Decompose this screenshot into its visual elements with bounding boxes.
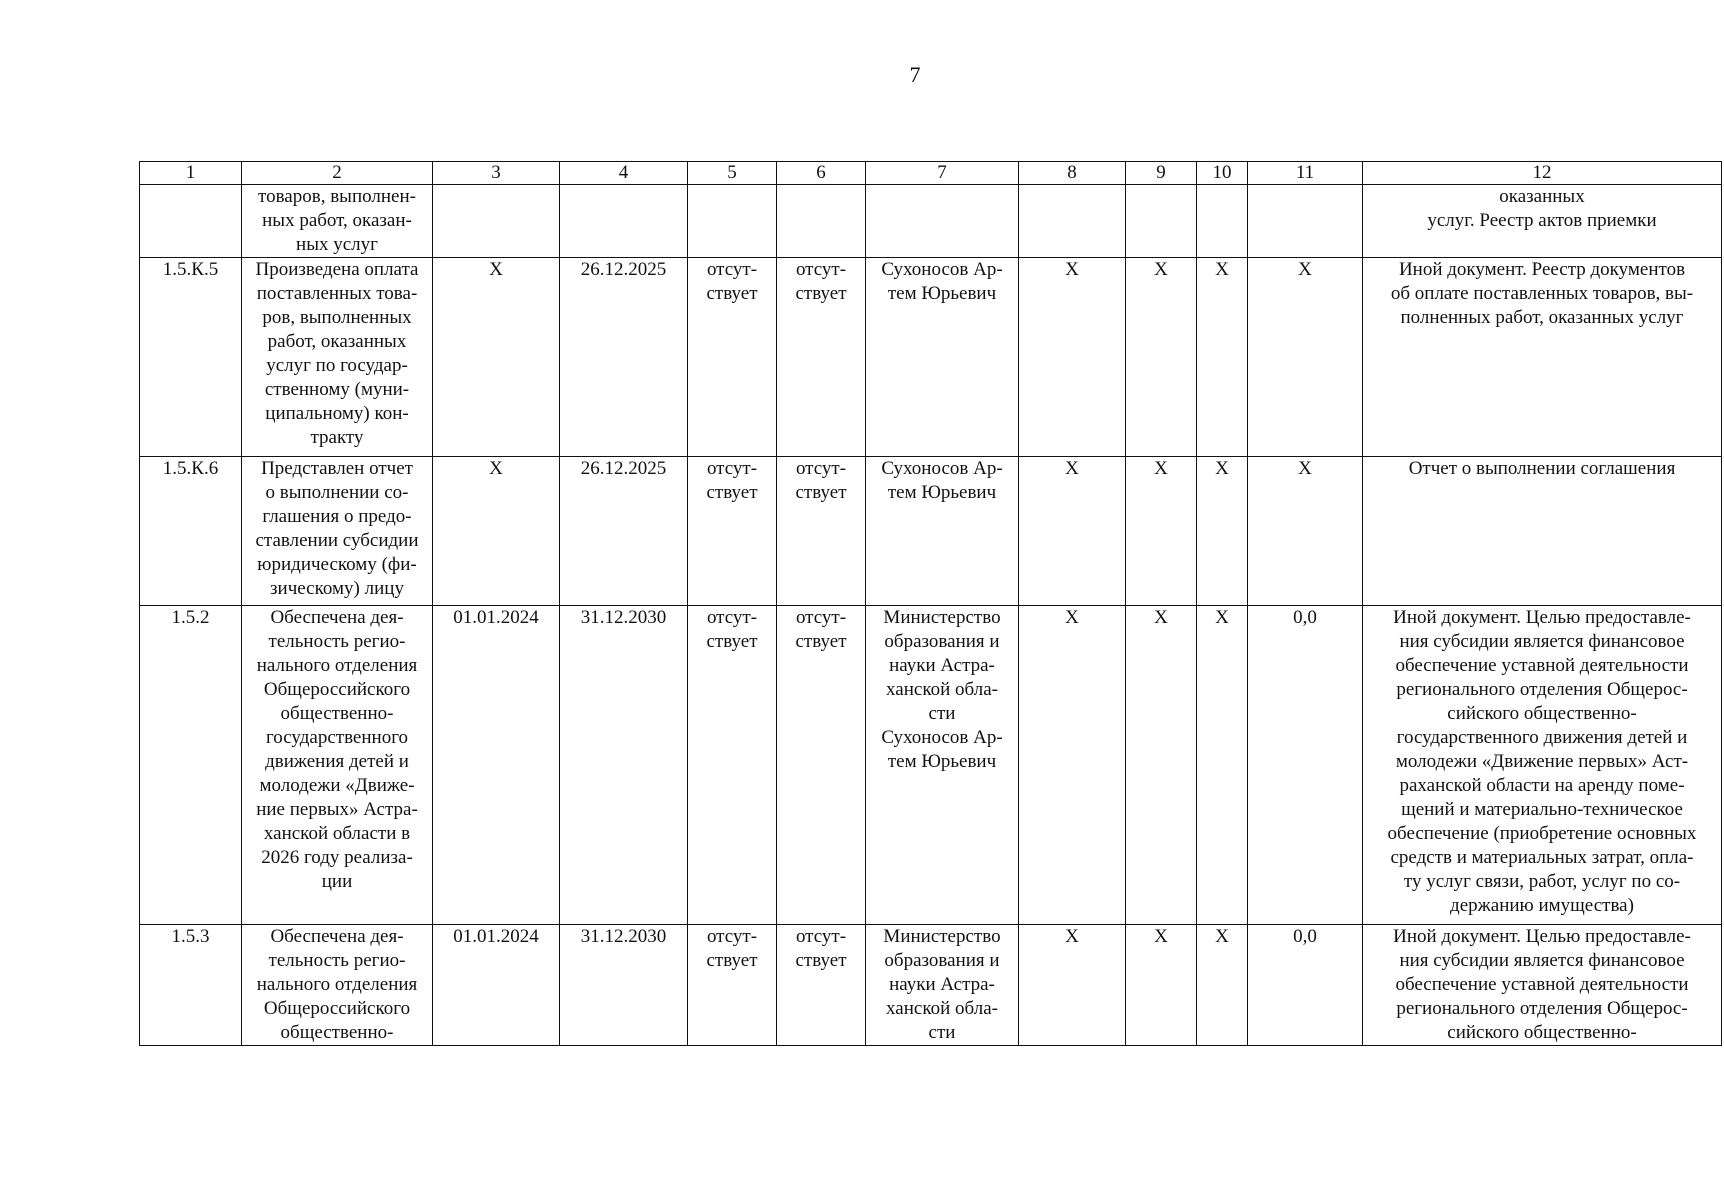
row-start-date: 01.01.2024 — [433, 606, 560, 925]
row-document: оказанных услуг. Реестр актов приемки — [1363, 185, 1722, 258]
row-description: Обеспечена дея- тельность регио- нального отделения Общероссийского общественно- — [242, 925, 433, 1046]
row-col6: отсут- ствует — [777, 606, 866, 925]
row-col5 — [688, 185, 777, 258]
row-end-date: 31.12.2030 — [560, 925, 688, 1046]
table-row — [140, 457, 1722, 606]
column-header: 4 — [560, 162, 688, 185]
row-col5: отсут- ствует — [688, 258, 777, 457]
row-responsible — [866, 185, 1019, 258]
table-row — [140, 606, 1722, 925]
row-col5: отсут- ствует — [688, 606, 777, 925]
row-col11: X — [1248, 258, 1363, 457]
row-col11: 0,0 — [1248, 606, 1363, 925]
column-header: 8 — [1019, 162, 1126, 185]
row-responsible: Сухоносов Ар- тем Юрьевич — [866, 258, 1019, 457]
row-document: Иной документ. Целью предоставле- ния субсидии является финансовое обеспечение уставной деятельности регионального отделения Общерос- сийского общественно- — [1363, 925, 1722, 1046]
column-header: 10 — [1197, 162, 1248, 185]
row-col9: X — [1126, 925, 1197, 1046]
row-end-date: 26.12.2025 — [560, 457, 688, 606]
row-col8: X — [1019, 606, 1126, 925]
row-responsible: Министерство образования и науки Астра- ханской обла- сти Сухоносов Ар- тем Юрьевич — [866, 606, 1019, 925]
column-header: 6 — [777, 162, 866, 185]
column-header: 5 — [688, 162, 777, 185]
row-number: 1.5.3 — [140, 925, 242, 1046]
row-number: 1.5.К.5 — [140, 258, 242, 457]
row-description: Обеспечена дея- тельность регио- нального отделения Общероссийского общественно- государственного движения детей и молодежи «Движе- ние первых» Астра- ханской области в 2026 году реализа- ции — [242, 606, 433, 925]
row-col10: X — [1197, 258, 1248, 457]
header-row — [140, 162, 1722, 185]
plan-table — [139, 161, 1722, 1046]
row-document: Отчет о выполнении соглашения — [1363, 457, 1722, 606]
row-start-date: X — [433, 258, 560, 457]
column-header: 7 — [866, 162, 1019, 185]
row-col6 — [777, 185, 866, 258]
row-col8: X — [1019, 925, 1126, 1046]
page-number: 7 — [909, 62, 921, 87]
row-col5: отсут- ствует — [688, 457, 777, 606]
row-col8 — [1019, 185, 1126, 258]
table-row — [140, 185, 1722, 258]
column-header: 12 — [1363, 162, 1722, 185]
row-description: товаров, выполнен- ных работ, оказан- ных услуг — [242, 185, 433, 258]
row-col6: отсут- ствует — [777, 457, 866, 606]
row-col8: X — [1019, 457, 1126, 606]
row-end-date: 26.12.2025 — [560, 258, 688, 457]
row-col5: отсут- ствует — [688, 925, 777, 1046]
column-header: 3 — [433, 162, 560, 185]
row-col8: X — [1019, 258, 1126, 457]
row-col11 — [1248, 185, 1363, 258]
column-header: 2 — [242, 162, 433, 185]
row-responsible: Министерство образования и науки Астра- ханской обла- сти — [866, 925, 1019, 1046]
table-row — [140, 925, 1722, 1046]
row-col10 — [1197, 185, 1248, 258]
column-header: 9 — [1126, 162, 1197, 185]
row-col6: отсут- ствует — [777, 258, 866, 457]
row-number: 1.5.К.6 — [140, 457, 242, 606]
row-col9: X — [1126, 606, 1197, 925]
row-responsible: Сухоносов Ар- тем Юрьевич — [866, 457, 1019, 606]
table-row — [140, 258, 1722, 457]
row-description: Произведена оплата поставленных това- ров, выполненных работ, оказанных услуг по государ- ственному (муни- ципальному) кон- тракту — [242, 258, 433, 457]
row-col10: X — [1197, 606, 1248, 925]
row-col9: X — [1126, 457, 1197, 606]
row-document: Иной документ. Целью предоставле- ния субсидии является финансовое обеспечение уставной деятельности регионального отделения Общерос- сийского общественно- государственного движения детей и молодежи «Движение первых» Аст- раханской области на аренду поме- щений и материально-техническое обеспечение (приобретение основных средств и материальных затрат, опла- ту услуг связи, работ, услуг по со- держанию имущества) — [1363, 606, 1722, 925]
row-col11: 0,0 — [1248, 925, 1363, 1046]
row-start-date — [433, 185, 560, 258]
row-number: 1.5.2 — [140, 606, 242, 925]
row-col11: X — [1248, 457, 1363, 606]
row-number — [140, 185, 242, 258]
row-document: Иной документ. Реестр документов об оплате поставленных товаров, вы- полненных работ, оказанных услуг — [1363, 258, 1722, 457]
column-header: 11 — [1248, 162, 1363, 185]
column-header: 1 — [140, 162, 242, 185]
row-col9: X — [1126, 258, 1197, 457]
row-description: Представлен отчет о выполнении со- глашения о предо- ставлении субсидии юридическому (фи- зическому) лицу — [242, 457, 433, 606]
row-end-date: 31.12.2030 — [560, 606, 688, 925]
row-col10: X — [1197, 457, 1248, 606]
row-start-date: X — [433, 457, 560, 606]
row-col6: отсут- ствует — [777, 925, 866, 1046]
row-col9 — [1126, 185, 1197, 258]
row-start-date: 01.01.2024 — [433, 925, 560, 1046]
row-end-date — [560, 185, 688, 258]
row-col10: X — [1197, 925, 1248, 1046]
